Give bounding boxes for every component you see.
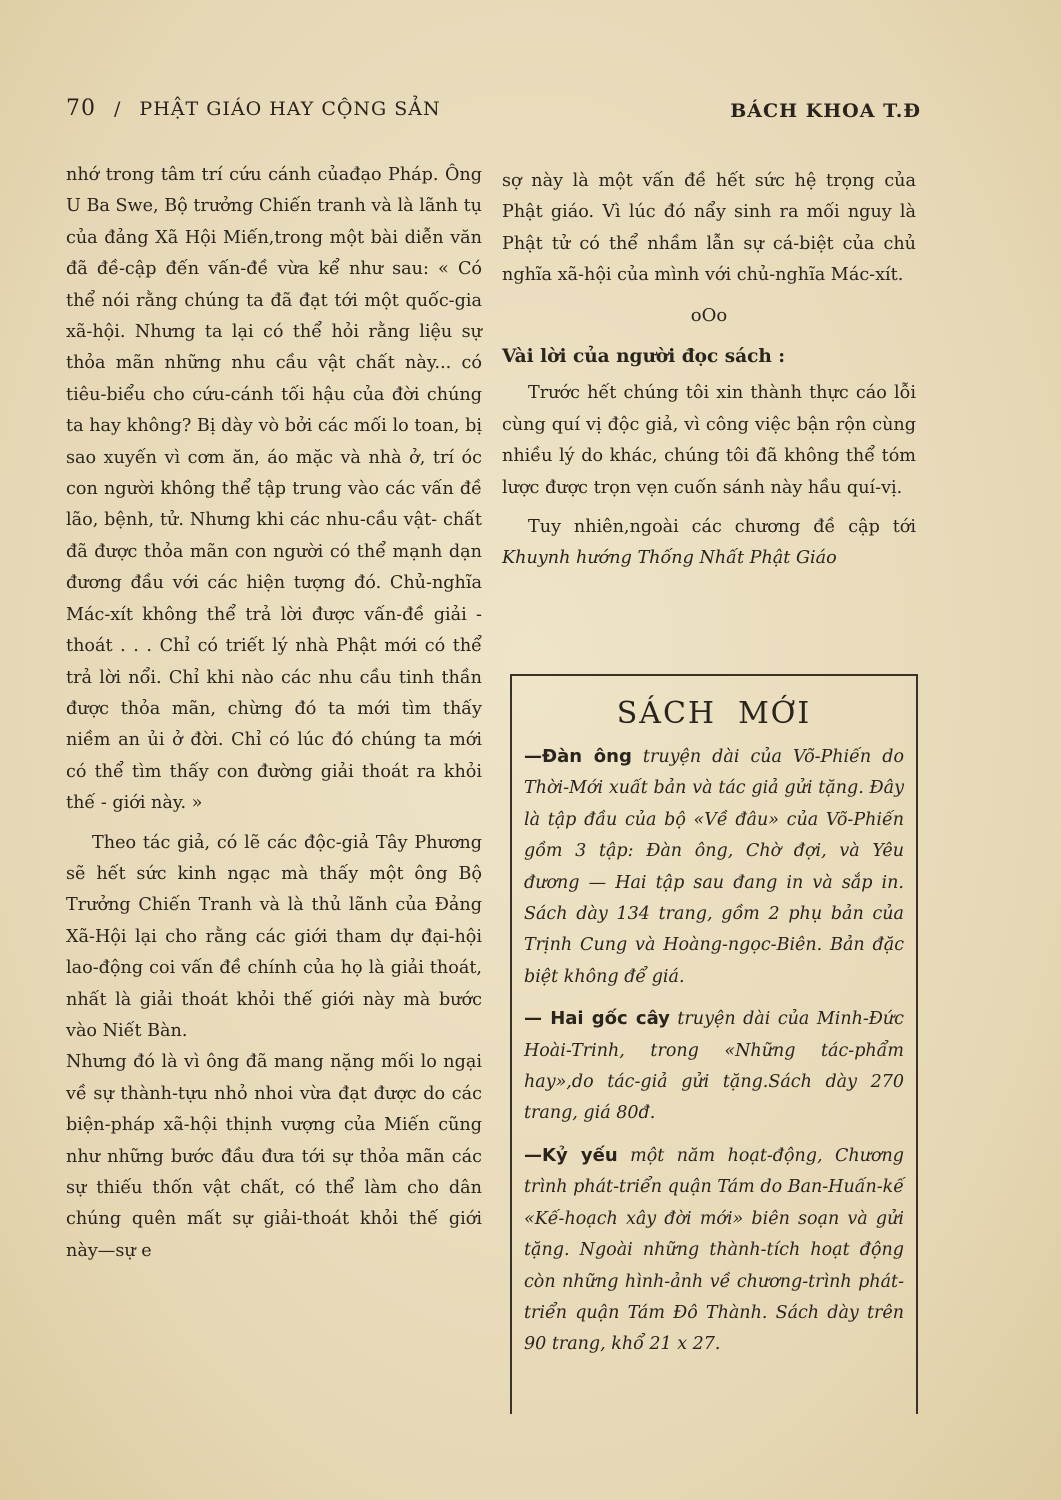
book-entry-title: —Kỷ yếu (524, 1144, 618, 1166)
right-paragraph-3 (502, 512, 916, 575)
left-paragraph-3: Nhưng đó là vì ông đã mang nặng mối lo ngại về sự thành-tựu nhỏ nhoi vừa đạt được do các biện-pháp xã-hội thịnh vượng của Miến cũng như những bước đầu đưa tới sự thỏa mãn các sự thiếu thốn vật chất, có thể làm cho dân chúng quên mất sự giải-thoát khỏi thế giới này—sự e (66, 1052, 482, 1261)
page-header (66, 96, 921, 130)
right-paragraph-3-italic: Khuynh hướng Thống Nhất Phật Giáo (502, 548, 837, 569)
article-title: PHẬT GIÁO HAY CỘNG SẢN (139, 98, 441, 120)
left-paragraph-2: Theo tác giả, có lẽ các độc-giả Tây Phương sẽ hết sức kinh ngạc mà thấy một ông Bộ Trưởng Chiến Tranh và là thủ lãnh của Đảng Xã-Hội lại cho rằng các giới tham dự đại-hội lao-động coi vấn đề chính của họ là giải thoát, nhất là giải thoát khỏi thế giới này mà bước vào Niết Bàn. (66, 832, 482, 1041)
book-entry (524, 1003, 904, 1130)
section-ornament: oOo (690, 304, 728, 326)
page-number: 70 (66, 96, 96, 121)
book-entry (524, 1140, 904, 1361)
right-paragraph-3-lead: Tuy nhiên,ngoài các chương đề cập tới (528, 517, 916, 538)
new-books-title-word-2: MỚI (738, 696, 812, 731)
right-paragraph-1: sợ này là một vấn đề hết sức hệ trọng của Phật giáo. Vì lúc đó nẩy sinh ra mối nguy là Phật tử có thể nhầm lẫn sự cá-biệt của chủ nghĩa xã-hội của mình với chủ-nghĩa Mác-xít. (502, 171, 916, 286)
book-entry-text: truyện dài của Minh-Đức Hoài-Trinh, trong «Những tác-phẩm hay»,do tác-giả gửi tặng.Sách dày 270 trang, giá 80đ. (524, 1009, 904, 1124)
new-books-title (524, 696, 904, 731)
book-entry-title: — Hai gốc cây (524, 1008, 670, 1030)
right-paragraph-2: Trước hết chúng tôi xin thành thực cáo lỗi cùng quí vị độc giả, vì công việc bận rộn cùng nhiều lý do khác, chúng tôi đã không thể tóm lược được trọn vẹn cuốn sánh này hầu quí-vị. (502, 383, 916, 498)
left-paragraph-1: nhớ trong tâm trí cứu cánh củađạo Pháp. Ông U Ba Swe, Bộ trưởng Chiến tranh và là lãnh tụ của đảng Xã Hội Miến,trong một bài diễn văn đã đề-cập đến vấn-đề vừa kể như sau: « Có thể nói rằng chúng ta đã đạt tới một quốc-gia xã-hội. Nhưng ta lại có thể hỏi rằng liệu sự thỏa mãn những nhu cầu vật chất này... có tiêu-biểu cho cứu-cánh tối hậu của đời chúng ta hay không? Bị dày vò bởi các mối lo toan, bị sao xuyến vì cơm ăn, áo mặc và nhà ở, trí óc con người không thể tập trung vào các vấn đề lão, bệnh, tử. Nhưng khi các nhu-cầu vật- chất đã được thỏa mãn con người có thể mạnh dạn đương đầu với các hiện tượng đó. Chủ-nghĩa Mác-xít không thể trả lời được vấn-đề giải - thoát . . . Chỉ có triết lý nhà Phật mới có thể trả lời nổi. Chỉ khi nào các nhu cầu tinh thần được thỏa mãn, chừng đó ta mới tìm thấy niềm an ủi ở đời. Chỉ có lúc đó chúng ta mới có thể tìm thấy con đường giải thoát ra khỏi thế - giới này. » (66, 165, 482, 814)
right-column (502, 166, 916, 575)
magazine-title: BÁCH KHOA T.Đ (730, 100, 921, 122)
new-books-title-word-1: SÁCH (616, 696, 717, 731)
header-separator: / (114, 98, 122, 120)
new-books-box (510, 674, 918, 1414)
left-column (66, 160, 482, 1267)
book-entry (524, 741, 904, 993)
book-entry-text: một năm hoạt-động, Chương trình phát-triển quận Tám do Ban-Huấn-kế «Kế-hoạch xây đời mới» biên soạn và gửi tặng. Ngoài những thành-tích hoạt động còn những hình-ảnh về chương-trình phát-triển quận Tám Đô Thành. Sách dày trên 90 trang, khổ 21 x 27. (524, 1145, 904, 1355)
book-entry-text: truyện dài của Võ-Phiến do Thời-Mới xuất bản và tác giả gửi tặng. Đây là tập đầu của bộ «Về đâu» của Võ-Phiến gồm 3 tập: Đàn ông, Chờ đợi, và Yêu đương — Hai tập sau đang in và sắp in. Sách dày 134 trang, gồm 2 phụ bản của Trịnh Cung và Hoàng-ngọc-Biên. Bản đặc biệt không để giá. (524, 747, 904, 987)
section-subheading: Vài lời của người đọc sách : (502, 346, 786, 368)
book-entry-title: —Đàn ông (524, 746, 632, 767)
